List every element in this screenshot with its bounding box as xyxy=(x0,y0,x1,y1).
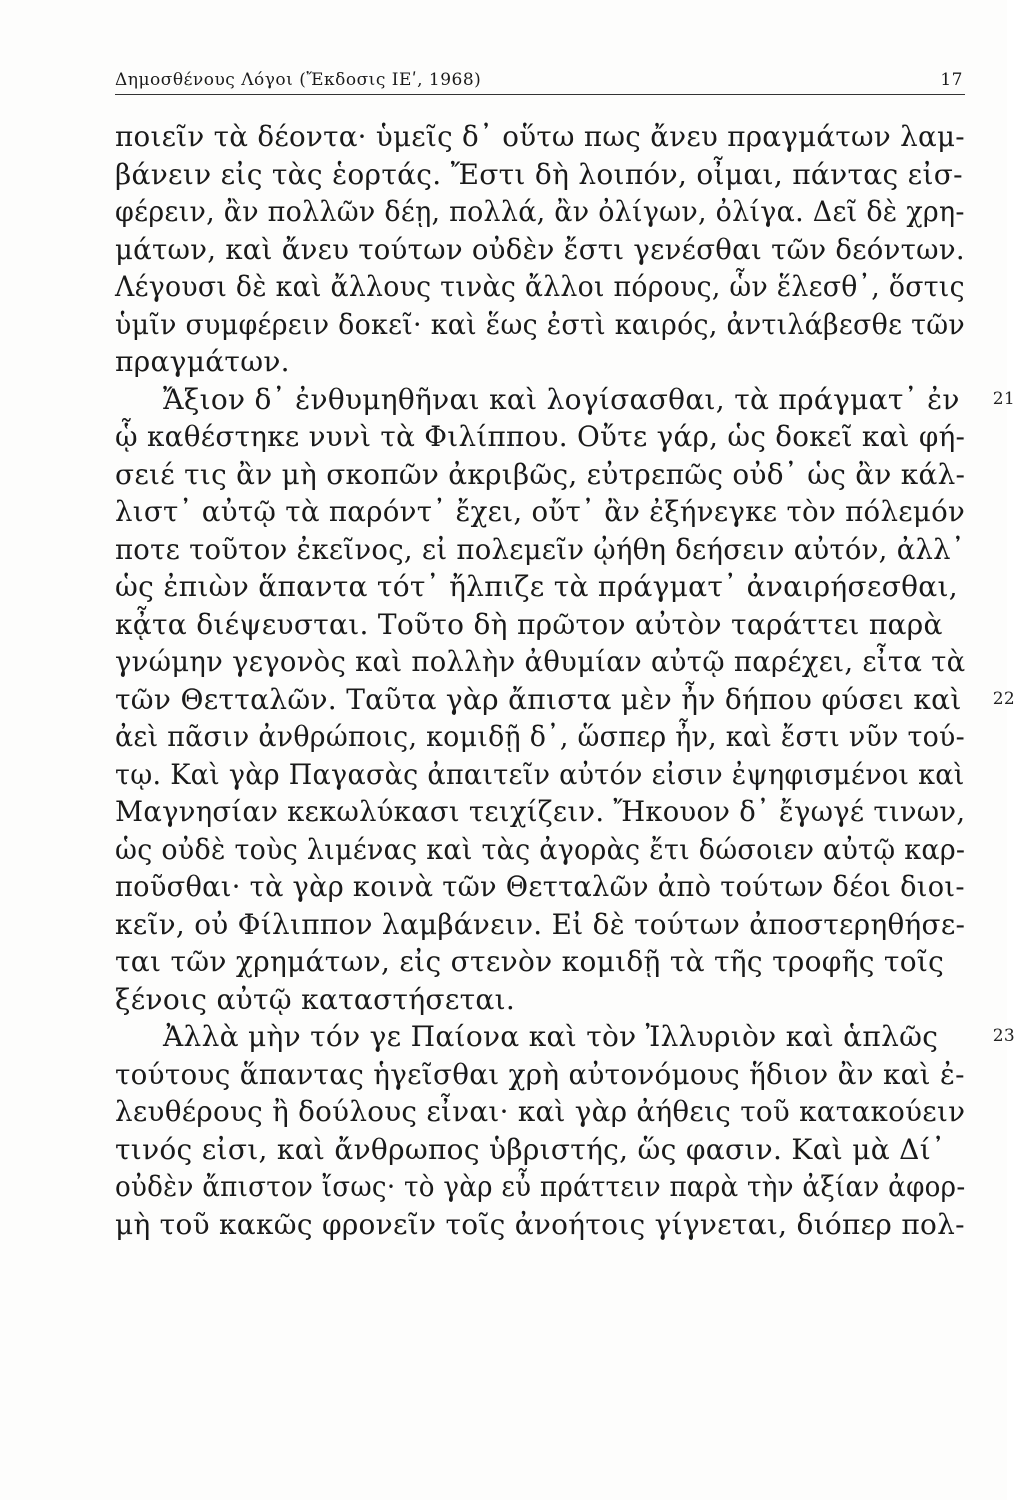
text-line xyxy=(115,1168,965,1206)
text-line-content: Μαγνησίαν κεκωλύκασι τειχίζειν. Ἤκουον δ᾽ ἔγωγέ τινων, xyxy=(115,795,966,828)
text-line-content: γνώμην γεγονὸς καὶ πολλὴν ἀθυμίαν αὐτῷ παρέχει, εἶτα τὰ xyxy=(115,645,966,678)
text-line-content: βάνειν εἰς τὰς ἑορτάς. Ἔστι δὴ λοιπόν, οἶμαι, πάντας εἰσ- xyxy=(115,157,963,191)
text-line-content: Ἀλλὰ μὴν τόν γε Παίονα καὶ τὸν Ἰλλυριὸν καὶ ἁπλῶς xyxy=(163,1020,939,1053)
text-line-content: Λέγουσι δὲ καὶ ἄλλους τινὰς ἄλλοι πόρους, ὧν ἕλεσθ᾽, ὅστις xyxy=(115,270,965,303)
text-line-content: κᾆτα διέψευσται. Τοῦτο δὴ πρῶτον αὐτὸν ταράττει παρὰ xyxy=(115,607,943,641)
greek-text-body xyxy=(115,118,1015,1243)
text-line-content: ὑμῖν συμφέρειν δοκεῖ· καὶ ἕως ἐστὶ καιρός, ἀντιλάβεσθε τῶν xyxy=(115,307,965,341)
text-line xyxy=(115,531,965,569)
text-line-content: μάτων, καὶ ἄνευ τούτων οὐδὲν ἔστι γενέσθαι τῶν δεόντων. xyxy=(115,232,965,266)
text-line xyxy=(115,568,965,606)
text-line-content: λευθέρους ἢ δούλους εἶναι· καὶ γὰρ ἀήθεις τοῦ κατακούειν xyxy=(115,1095,966,1128)
text-line xyxy=(115,456,965,494)
text-line xyxy=(115,831,965,869)
text-line-content: ποτε τοῦτον ἐκεῖνος, εἰ πολεμεῖν ᾠήθη δεήσειν αὐτόν, ἀλλ᾽ xyxy=(115,532,965,566)
text-line xyxy=(115,1056,965,1094)
text-line-content: οὐδὲν ἄπιστον ἴσως· τὸ γὰρ εὖ πράττειν παρὰ τὴν ἀξίαν ἀφορ- xyxy=(115,1170,966,1203)
running-header xyxy=(115,62,965,95)
text-line xyxy=(115,943,965,981)
text-line xyxy=(115,493,965,531)
text-line xyxy=(115,381,1015,419)
text-line xyxy=(115,981,965,1019)
text-line-content: τῶν Θετταλῶν. Ταῦτα γὰρ ἄπιστα μὲν ἦν δήπου φύσει καὶ xyxy=(115,682,962,716)
text-line-content: ᾧ καθέστηκε νυνὶ τὰ Φιλίππου. Οὔτε γάρ, ὡς δοκεῖ καὶ φή- xyxy=(115,420,966,453)
text-line xyxy=(115,906,965,944)
text-line xyxy=(115,1018,1015,1056)
text-line xyxy=(115,606,965,644)
text-line xyxy=(115,793,965,831)
text-line-content: Ἄξιον δ᾽ ἐνθυμηθῆναι καὶ λογίσασθαι, τὰ πράγματ᾽ ἐν xyxy=(163,382,960,416)
section-number: 21 xyxy=(992,388,1015,409)
text-line-content: τῳ. Καὶ γὰρ Παγασὰς ἀπαιτεῖν αὐτόν εἰσιν ἐψηφισμένοι καὶ xyxy=(115,757,965,791)
text-line xyxy=(115,343,965,381)
text-line-content: ὡς ἐπιὼν ἅπαντα τότ᾽ ἤλπιζε τὰ πράγματ᾽ ἀναιρήσεσθαι, xyxy=(115,570,958,603)
text-line xyxy=(115,1131,965,1169)
text-line xyxy=(115,1093,965,1131)
text-line xyxy=(115,418,965,456)
text-line xyxy=(115,681,1015,719)
text-line-content: ποῦσθαι· τὰ γὰρ κοινὰ τῶν Θετταλῶν ἀπὸ τούτων δέοι διοι- xyxy=(115,870,965,903)
text-line-content: ἀεὶ πᾶσιν ἀνθρώποις, κομιδῇ δ᾽, ὥσπερ ἦν, καὶ ἔστι νῦν τού- xyxy=(115,720,965,753)
text-line-content: κεῖν, οὐ Φίλιππον λαμβάνειν. Εἰ δὲ τούτων ἀποστερηθήσε- xyxy=(115,907,966,941)
text-line-content: μὴ τοῦ κακῶς φρονεῖν τοῖς ἀνοήτοις γίγνεται, διόπερ πολ- xyxy=(115,1207,965,1241)
page-number: 17 xyxy=(940,70,963,90)
text-line xyxy=(115,193,965,231)
text-line xyxy=(115,756,965,794)
text-line xyxy=(115,231,965,269)
text-line-content: τινός εἰσι, καὶ ἄνθρωπος ὑβριστής, ὥς φασιν. Καὶ μὰ Δί᾽ xyxy=(115,1132,946,1166)
text-line-content: πραγμάτων. xyxy=(115,345,290,378)
text-line xyxy=(115,718,965,756)
text-line-content: λιστ᾽ αὐτῷ τὰ παρόντ᾽ ἔχει, οὔτ᾽ ἂν ἐξήνεγκε τὸν πόλεμόν xyxy=(115,495,966,528)
text-line-content: ποιεῖν τὰ δέοντα· ὑμεῖς δ᾽ οὕτω πως ἄνευ πραγμάτων λαμ- xyxy=(115,120,965,153)
text-line xyxy=(115,868,965,906)
text-line xyxy=(115,118,965,156)
text-line xyxy=(115,643,965,681)
text-line-content: ὡς οὐδὲ τοὺς λιμένας καὶ τὰς ἀγορὰς ἔτι δώσοιεν αὐτῷ καρ- xyxy=(115,832,966,866)
header-title: Δημοσθένους Λόγοι (Ἔκδοσις ΙΕʹ, 1968) xyxy=(115,70,482,90)
text-line xyxy=(115,268,965,306)
text-line-content: ξένοις αὐτῷ καταστήσεται. xyxy=(115,982,516,1016)
section-number: 22 xyxy=(992,688,1015,709)
text-line-content: ται τῶν χρημάτων, εἰς στενὸν κομιδῇ τὰ τῆς τροφῆς τοῖς xyxy=(115,945,945,978)
text-line xyxy=(115,156,965,194)
text-line-content: φέρειν, ἂν πολλῶν δέῃ, πολλά, ἂν ὀλίγων, ὀλίγα. Δεῖ δὲ χρη- xyxy=(115,195,965,228)
text-line-content: τούτους ἅπαντας ἡγεῖσθαι χρὴ αὐτονόμους ἥδιον ἂν καὶ ἐ- xyxy=(115,1057,965,1091)
text-line xyxy=(115,306,965,344)
text-line xyxy=(115,1206,965,1244)
section-number: 23 xyxy=(992,1026,1015,1046)
text-line-content: σειέ τις ἂν μὴ σκοπῶν ἀκριβῶς, εὐτρεπῶς οὐδ᾽ ὡς ἂν κάλ- xyxy=(115,457,966,491)
